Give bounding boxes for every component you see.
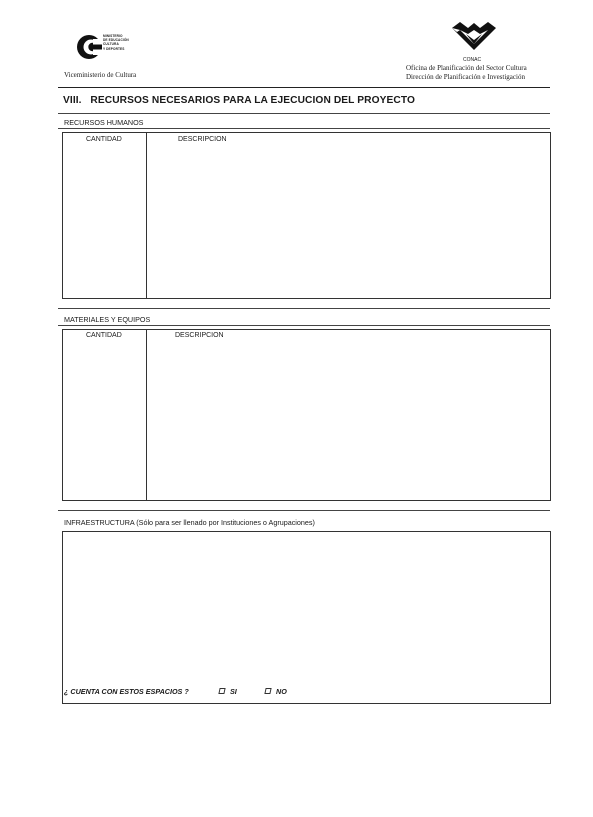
divider	[58, 510, 550, 511]
descripcion-input-area[interactable]	[149, 146, 548, 296]
infraestructura-box[interactable]	[62, 531, 551, 704]
column-divider	[146, 329, 147, 501]
col-descripcion-header: DESCRIPCION	[175, 332, 224, 339]
divider	[58, 128, 550, 129]
divider	[58, 308, 550, 309]
recursos-humanos-label: RECURSOS HUMANOS	[64, 118, 144, 127]
espacios-question: ¿ CUENTA CON ESTOS ESPACIOS ?	[64, 687, 189, 696]
cantidad-input-area[interactable]	[64, 146, 144, 296]
descripcion-input-area[interactable]	[149, 342, 548, 499]
office-heading	[406, 64, 566, 82]
office-line-2: Dirección de Planificación e Investigación	[406, 73, 525, 81]
divider	[58, 325, 550, 326]
conac-logo-icon	[448, 20, 500, 58]
col-cantidad-header: CANTIDAD	[86, 332, 122, 339]
no-label: NO	[276, 687, 287, 696]
cantidad-input-area[interactable]	[64, 342, 144, 499]
header-rule	[58, 87, 550, 88]
office-line-1: Oficina de Planificación del Sector Cultura	[406, 64, 527, 72]
divider	[58, 113, 550, 114]
col-cantidad-header: CANTIDAD	[86, 136, 122, 143]
column-divider	[146, 132, 147, 299]
materiales-equipos-label: MATERIALES Y EQUIPOS	[64, 315, 151, 324]
section-title: VIII. RECURSOS NECESARIOS PARA LA EJECUCION DEL PROYECTO	[63, 95, 416, 106]
viceministry-subtitle: Viceministerio de Cultura	[64, 71, 137, 79]
col-descripcion-header: DESCRIPCION	[178, 136, 227, 143]
si-label: SI	[230, 687, 237, 696]
no-checkbox[interactable]	[264, 688, 271, 694]
si-checkbox[interactable]	[218, 688, 225, 694]
infraestructura-label: INFRAESTRUCTURA (Sólo para ser llenado por Instituciones o Agrupaciones)	[64, 518, 315, 527]
conac-logo-text: CONAC	[463, 57, 482, 63]
ministry-logo-text: MINISTERIO DE EDUCACIÓN CULTURA Y DEPORTES	[103, 34, 129, 51]
